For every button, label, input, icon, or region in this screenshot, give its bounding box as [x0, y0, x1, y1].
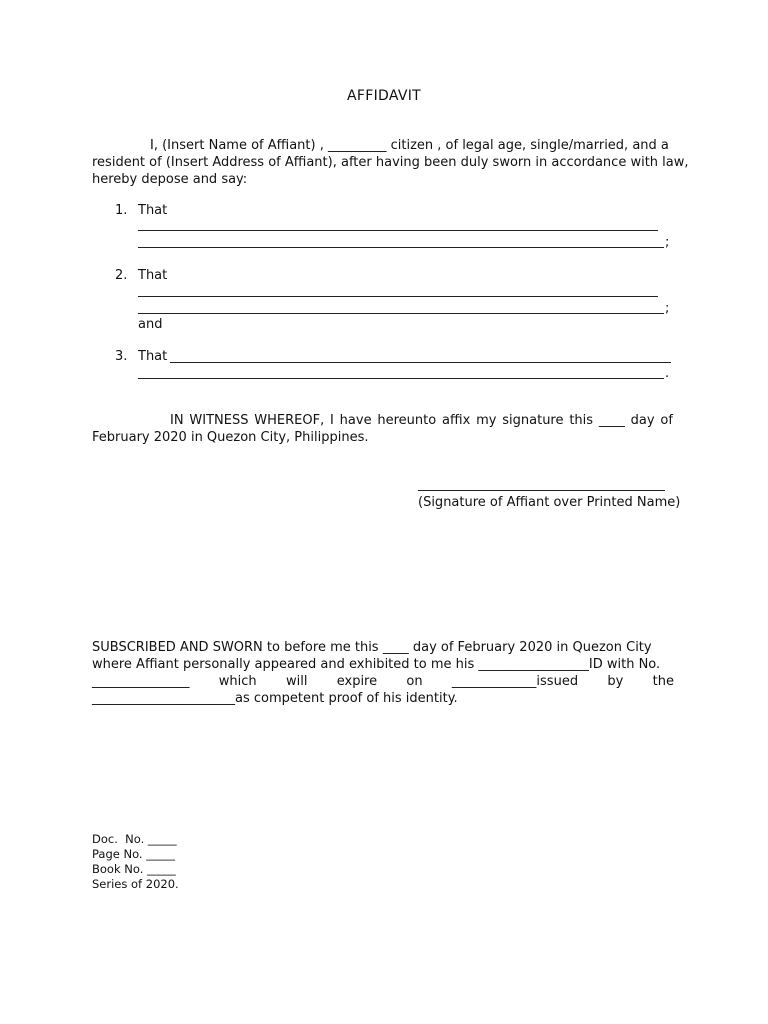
item-3-end: . — [665, 366, 670, 381]
witness-word: my — [476, 413, 497, 428]
witness-word: of — [660, 413, 673, 428]
item-3-blank-line-1 — [170, 362, 671, 363]
item-2-end: ; — [665, 301, 670, 316]
witness-line-1 — [170, 413, 673, 428]
item-1-blank-line-2 — [138, 247, 664, 248]
page-no: Page No. _____ — [92, 847, 175, 861]
document-title: AFFIDAVIT — [347, 88, 421, 104]
jurat-line-4: ______________________as competent proof of his identity. — [92, 691, 458, 706]
item-3-number: 3. — [115, 349, 128, 364]
witness-word: have — [339, 413, 372, 428]
item-2-blank-line-2 — [138, 313, 664, 314]
jurat-line-2: where Affiant personally appeared and exhibited to me his _________________ID with No. — [92, 657, 661, 672]
jurat-word: on — [406, 674, 423, 689]
intro-line-3: hereby depose and say: — [92, 172, 248, 187]
witness-word: ____ — [598, 413, 625, 428]
witness-word: affix — [442, 413, 471, 428]
witness-word: this — [569, 413, 594, 428]
jurat-line-1: SUBSCRIBED AND SWORN to before me this ____ day of February 2020 in Quezon City — [92, 640, 652, 655]
witness-word: WHEREOF, — [254, 413, 325, 428]
jurat-word: will — [285, 674, 308, 689]
witness-word: day — [630, 413, 655, 428]
item-2-blank-line-1 — [138, 296, 658, 297]
jurat-word: by — [607, 674, 624, 689]
witness-word: I — [330, 413, 334, 428]
witness-word: hereunto — [377, 413, 437, 428]
jurat-word: _____________issued — [451, 674, 579, 689]
jurat-line-3 — [92, 674, 674, 689]
witness-word: IN — [170, 413, 184, 428]
item-1-end: ; — [665, 235, 670, 250]
signature-line — [418, 490, 665, 491]
jurat-word: _______________ — [92, 674, 190, 689]
intro-line-1: I, (Insert Name of Affiant) , _________ citizen , of legal age, single/married, and a — [150, 138, 669, 153]
book-no: Book No. _____ — [92, 862, 176, 876]
item-1-label: That — [138, 203, 168, 218]
item-2-label: That — [138, 268, 168, 283]
witness-line-2: February 2020 in Quezon City, Philippines. — [92, 430, 369, 445]
witness-word: WITNESS — [189, 413, 249, 428]
signature-caption: (Signature of Affiant over Printed Name) — [418, 495, 681, 510]
item-3-blank-line-2 — [138, 378, 664, 379]
item-2-conjunction: and — [138, 317, 163, 332]
item-1-number: 1. — [115, 203, 128, 218]
jurat-word: expire — [336, 674, 378, 689]
jurat-word: which — [218, 674, 257, 689]
jurat-word: the — [652, 674, 674, 689]
item-3-label: That — [138, 349, 168, 364]
intro-line-2: resident of (Insert Address of Affiant), after having been duly sworn in accordance with law, — [92, 155, 689, 170]
item-2-number: 2. — [115, 268, 128, 283]
witness-word: signature — [502, 413, 564, 428]
series: Series of 2020. — [92, 877, 179, 891]
item-1-blank-line-1 — [138, 230, 658, 231]
doc-no: Doc. No. _____ — [92, 832, 177, 846]
